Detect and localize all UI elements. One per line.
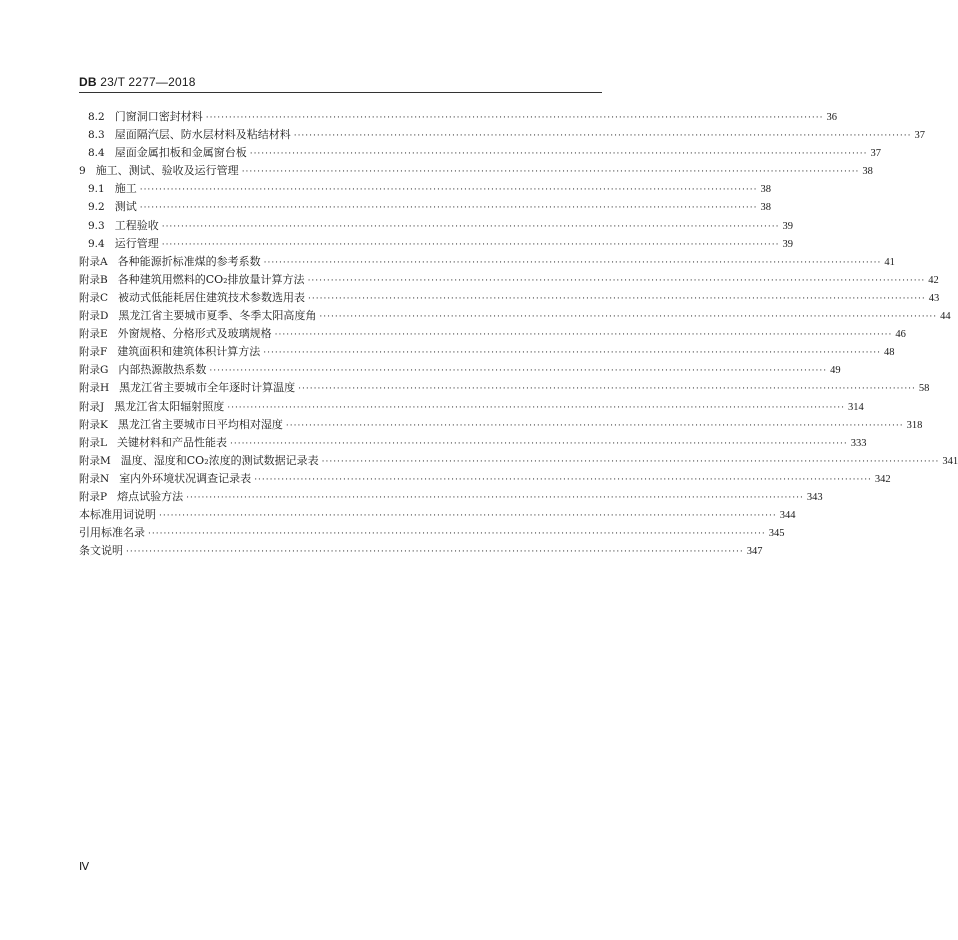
toc-entry-page: 318 [906,419,923,431]
toc-entry-page: 39 [782,238,793,250]
toc-entry-title: 黑龙江省主要城市夏季、冬季太阳高度角 [118,309,317,323]
toc-dot-leader: ································································································································································ [139,185,758,196]
toc-entry-title: 内部热源散热系数 [118,363,207,377]
toc-entry[interactable] [79,126,925,144]
toc-entry-title: 屋面隔汽层、防水层材料及粘结材料 [114,128,291,142]
toc-entry[interactable] [79,217,793,235]
toc-entry[interactable] [79,524,785,542]
toc-entry-page: 38 [760,202,771,214]
toc-dot-leader: ································································································································································ [319,312,938,323]
toc-entry[interactable] [79,271,939,289]
toc-entry-page: 37 [870,148,881,160]
toc-dot-leader: ································································································································································ [308,293,926,304]
toc-entry[interactable] [79,361,841,379]
toc-entry-label [88,198,137,216]
toc-entry-title: 建筑面积和建筑体积计算方法 [117,345,261,359]
toc-dot-leader: ································································································································································ [229,438,848,449]
toc-entry-number: 8.2 [88,111,105,123]
toc-entry[interactable] [79,488,823,506]
toc-entry-label [88,180,137,198]
toc-entry-label [79,416,283,434]
toc-entry-number: 附录G [79,364,109,377]
toc-entry-page: 44 [940,311,951,323]
toc-entry-title: 被动式低能耗居住建筑技术参数选用表 [118,290,306,304]
toc-dot-leader: ································································································································································ [249,149,868,160]
toc-entry-label [79,162,239,180]
toc-entry-number: 附录C [79,291,109,304]
toc-entry-label [79,343,260,361]
toc-entry[interactable] [79,253,895,271]
toc-entry-page: 38 [760,184,771,196]
toc-entry[interactable] [79,162,873,180]
toc-entry-number: 9.1 [88,183,105,196]
toc-entry-page: 341 [942,455,958,467]
toc-dot-leader: ································································································································································ [241,167,860,178]
toc-entry-title: 运行管理 [114,236,159,250]
toc-entry-label [79,307,316,325]
header-rule [79,92,602,93]
toc-entry-label [88,108,203,126]
toc-entry-number: 附录H [79,382,110,395]
toc-entry-title: 引用标准名录 [79,526,145,540]
toc-entry-label [79,289,305,307]
toc-dot-leader: ································································································································································ [209,366,828,377]
toc-entry-number: 附录P [79,490,108,503]
toc-entry-page: 38 [862,166,873,178]
toc-entry-title: 温度、湿度和CO₂浓度的测试数据记录表 [120,453,319,467]
toc-entry-page: 347 [746,546,763,558]
toc-entry-number: 附录A [79,255,108,268]
toc-dot-leader: ································································································································································ [285,420,904,431]
toc-dot-leader: ································································································································································ [298,384,916,395]
toc-entry-label [79,398,224,416]
standard-prefix: DB [79,75,97,89]
toc-entry-page: 343 [806,491,823,503]
toc-entry-page: 39 [782,220,793,232]
toc-entry[interactable] [79,470,891,488]
toc-entry-number: 8.4 [88,147,105,160]
toc-entry-title: 外窗规格、分格形式及玻璃规格 [117,327,272,341]
toc-dot-leader: ································································································································································ [161,221,780,232]
toc-entry-number: 附录M [79,454,111,467]
toc-entry[interactable] [79,434,867,452]
toc-entry-page: 43 [928,292,940,304]
toc-entry-title: 室内外环境状况调查记录表 [119,471,252,485]
toc-entry-label [79,542,123,560]
toc-entry-title: 工程验收 [114,218,159,232]
toc-entry-number: 9.3 [88,219,105,232]
toc-entry-number: 9 [79,165,86,178]
toc-dot-leader: ································································································································································ [161,239,780,250]
toc-entry-page: 48 [884,347,895,359]
toc-entry-title: 各种建筑用燃料的CO₂排放量计算方法 [117,272,305,286]
standard-code: 23/T 2277—2018 [100,75,196,89]
toc-dot-leader: ································································································································································ [139,203,758,214]
toc-entry-label [79,325,272,343]
toc-entry-number: 附录F [79,346,108,359]
toc-entry-page: 344 [779,510,796,522]
toc-entry-number: 附录J [79,400,105,413]
toc-entry-number: 附录K [79,418,108,431]
toc-entry-title: 施工、测试、验收及运行管理 [95,164,239,178]
toc-entry-page: 58 [918,383,930,395]
toc-entry-page: 49 [830,365,841,377]
toc-entry[interactable] [79,343,895,361]
toc-dot-leader: ································································································································································ [307,275,926,286]
toc-entry-label [88,235,159,253]
toc-entry[interactable] [79,379,930,397]
toc-dot-leader: ································································································································································ [293,131,912,142]
toc-entry-label [79,271,305,289]
toc-dot-leader: ································································································································································ [205,113,824,123]
toc-dot-leader: ································································································································································ [263,257,882,268]
toc-dot-leader: ································································································································································ [148,529,766,540]
toc-entry-page: 41 [884,256,895,268]
toc-entry-title: 施工 [114,182,137,196]
toc-entry-page: 342 [874,473,891,485]
toc-entry-title: 各种能源折标准煤的参考系数 [117,254,261,268]
toc-entry-number: 附录B [79,273,108,286]
toc-dot-leader: ································································································································································ [159,511,777,522]
toc-entry[interactable] [79,198,771,216]
toc-entry-number: 8.3 [88,129,105,142]
page-number: Ⅳ [79,861,90,873]
toc-entry-label [79,253,261,271]
toc-dot-leader: ································································································································································ [227,402,845,413]
toc-entry-label [88,126,291,144]
toc-entry-title: 关键材料和产品性能表 [116,435,227,449]
toc-entry-page: 46 [895,329,906,341]
toc-dot-leader: ································································································································································ [186,492,804,503]
toc-entry-page: 333 [850,437,867,449]
toc-dot-leader: ································································································································································ [254,474,872,485]
toc-entry-number: 附录E [79,328,108,341]
toc-dot-leader: ································································································································································ [263,348,882,359]
toc-entry-title: 条文说明 [79,544,123,558]
toc-entry-title: 黑龙江省主要城市全年逐时计算温度 [119,381,296,395]
toc-entry-label [79,506,156,524]
toc-dot-leader: ································································································································································ [274,330,893,341]
standard-number [79,75,196,89]
toc-entry-label [79,361,206,379]
toc-entry-number: 9.2 [88,201,105,214]
toc-entry[interactable] [79,325,906,343]
toc-entry-title: 本标准用词说明 [79,508,156,522]
toc-entry-label [79,488,183,506]
toc-entry[interactable] [79,416,923,434]
toc-entry-page: 345 [768,528,785,540]
toc-dot-leader: ································································································································································ [126,547,744,558]
toc-entry-number: 附录D [79,310,109,323]
toc-entry-page: 36 [826,112,837,123]
toc-entry[interactable] [79,452,958,470]
toc-entry-title: 测试 [114,200,137,214]
toc-entry-label [79,470,251,488]
toc-entry-title: 黑龙江省太阳辐射照度 [114,399,225,413]
toc-entry[interactable] [79,289,940,307]
toc-entry[interactable] [79,506,796,524]
toc-entry-label [88,144,247,162]
toc-entry-label [79,452,319,470]
toc-entry[interactable] [79,108,837,126]
toc-entry-title: 屋面金属扣板和金属窗台板 [114,146,247,160]
table-of-contents [79,108,958,560]
toc-entry-label [79,434,227,452]
toc-entry-page: 37 [914,130,925,142]
toc-entry-label [79,524,145,542]
toc-entry[interactable] [79,235,793,253]
toc-entry-label [88,217,159,235]
toc-dot-leader: ································································································································································ [321,456,940,467]
toc-entry-number: 9.4 [88,237,105,250]
toc-entry-title: 黑龙江省主要城市日平均相对湿度 [117,417,283,431]
toc-entry[interactable] [79,180,771,198]
toc-entry-number: 附录N [79,472,110,485]
toc-entry-title: 熔点试验方法 [117,489,184,503]
toc-entry[interactable] [79,144,881,162]
toc-entry-page: 42 [928,274,939,286]
toc-entry[interactable] [79,542,763,560]
toc-entry-number: 附录L [79,436,107,449]
toc-entry-label [79,379,295,397]
toc-entry-page: 314 [847,401,864,413]
toc-entry[interactable] [79,307,951,325]
toc-entry-title: 门窗洞口密封材料 [114,110,203,123]
toc-entry[interactable] [79,398,864,416]
